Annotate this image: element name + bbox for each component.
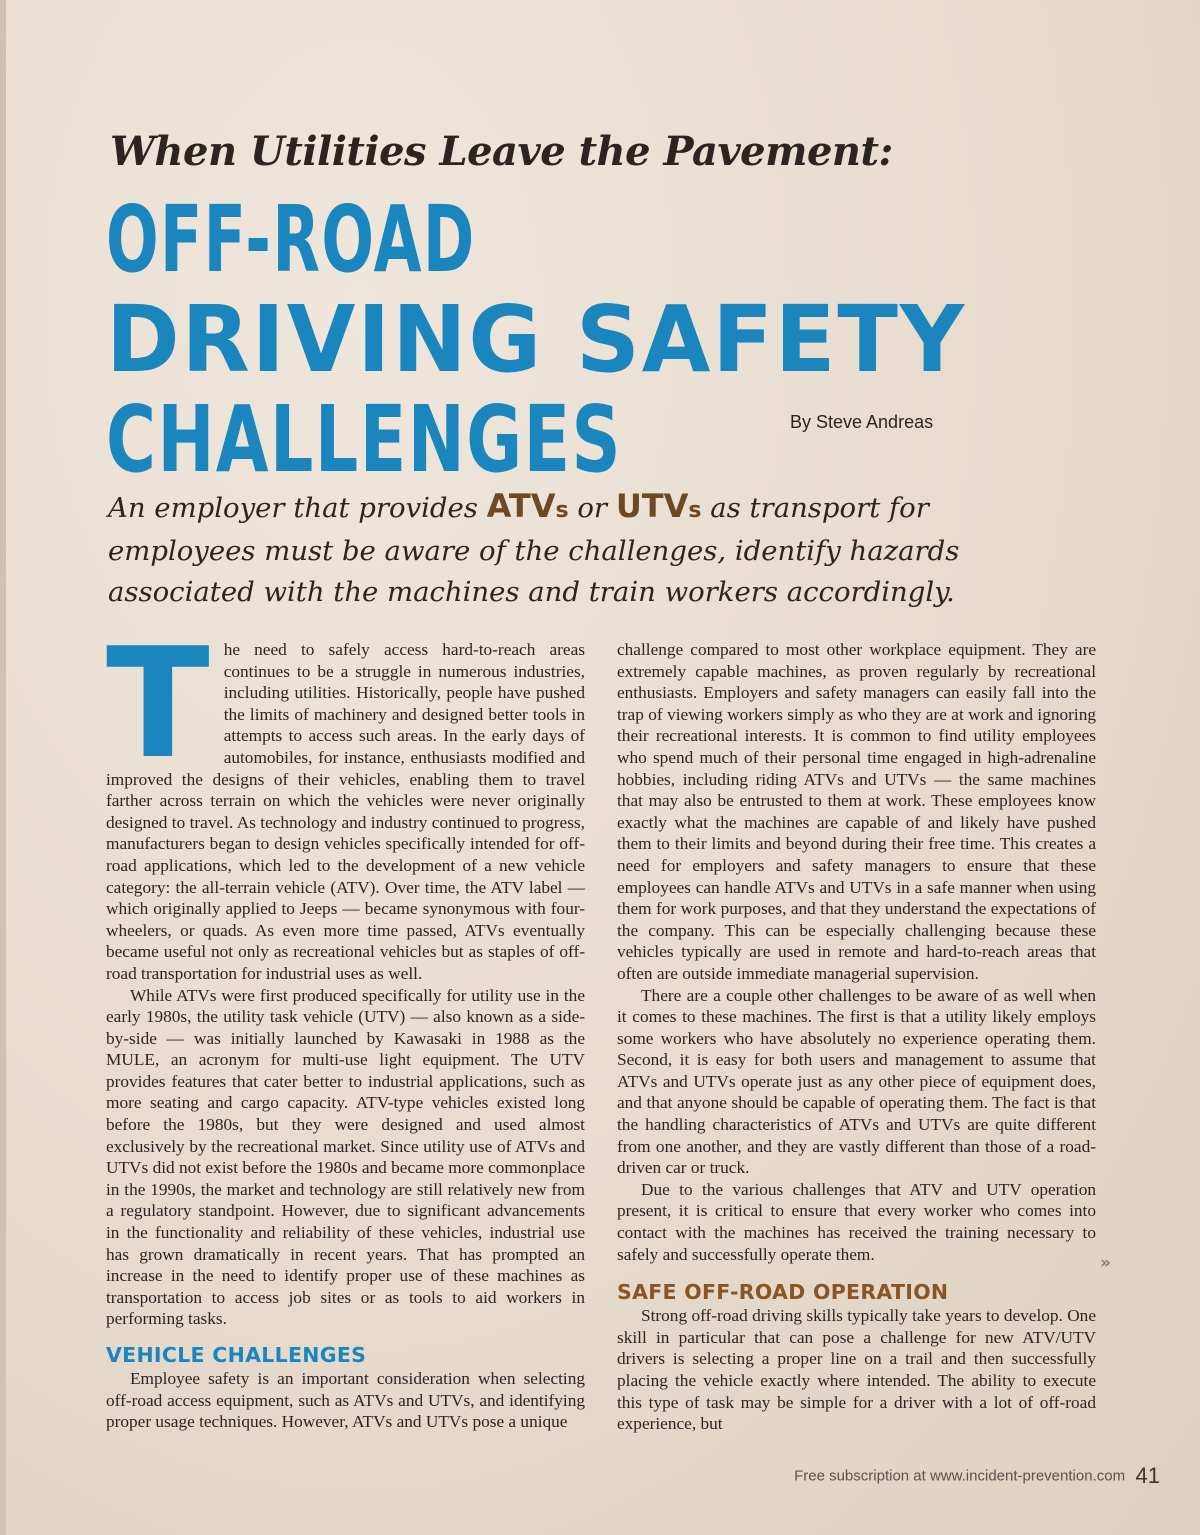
- headline-line-3: CHALLENGES: [106, 386, 623, 493]
- deck-line-2: employees must be aware of the challenges, identify hazards: [108, 535, 960, 567]
- page-edge: [0, 0, 6, 1535]
- deck-or: or: [568, 492, 616, 524]
- body-column-left: [106, 615, 585, 1433]
- subhead-safe-operation: SAFE OFF-ROAD OPERATION: [617, 1280, 949, 1305]
- article-headline: [106, 186, 998, 493]
- article-kicker: When Utilities Leave the Pavement:: [110, 128, 893, 175]
- headline-line-2: DRIVING SAFETY: [106, 286, 966, 393]
- body-paragraph: Strong off-road driving skills typically take years to develop. One skill in particular that can pose a challenge for new ATV/UTV drivers is selecting a proper line on a trail and then successfully placing the vehicle exactly where intended. The ability to execute this type of task may be simple for a driver with a lot of off-road experience, but: [617, 1306, 1096, 1434]
- body-paragraph: Employee safety is an important consideration when selecting off-road access equipment, such as ATVs and UTVs, and identifying proper usage techniques. However, ATVs and UTVs pose a unique: [106, 1369, 585, 1432]
- body-paragraph: [106, 615, 585, 985]
- deck-line-1: [108, 486, 1008, 531]
- deck-line-3: associated with the machines and train workers accordingly.: [108, 576, 955, 608]
- page-number: 41: [1135, 1463, 1160, 1488]
- subhead-vehicle-challenges: VEHICLE CHALLENGES: [106, 1343, 367, 1367]
- deck-text-end: as transport for: [701, 492, 929, 524]
- paragraph-text: he need to safely access hard-to-reach areas continues to be a struggle in numerous industries, including utilities. Historically, people have pushed the limits of machinery and designed better tools in attempts to access such areas. In the early days of automobiles, for instance, enthusiasts modified and improved the designs of their vehicles, enabling them to travel farther across terrain on which the vehicles were never originally designed to travel. As technology and industry continued to progress, manufacturers began to design vehicles specifically intended for off-road applications, which led to the development of a new vehicle category: the all-terrain vehicle (ATV). Over time, the ATV label — which originally applied to Jeeps — became synonymous with four-wheelers, or quads. As even more time passed, ATVs eventually became useful not only as recreational vehicles but as staples of off-road transportation for industrial uses as well.: [106, 640, 585, 983]
- drop-cap: T: [106, 615, 210, 792]
- body-column-right: [617, 639, 1096, 1435]
- body-paragraph: While ATVs were first produced specifically for utility use in the early 1980s, the utility task vehicle (UTV) — also known as a side-by-side — was initially launched by Kawasaki in 1988 as the MULE, an acronym for multi-use light equipment. The UTV provides features that cater better to industrial applications, such as more seating and cargo capacity. ATV-type vehicles existed long before the 1980s, but they were designed and used almost exclusively by the recreational market. Since utility use of ATVs and UTVs did not exist before the 1980s and became more commonplace in the 1990s, the market and technology are still relatively new from a regulatory standpoint. However, due to significant advancements in the functionality and reliability of these vehicles, industrial use has grown dramatically in recent years. That has prompted an increase in the need to identify proper use of these machines as transportation to access job sites or as tools to aid workers in performing tasks.: [106, 985, 585, 1329]
- double-chevron-right-icon: »: [1100, 1253, 1108, 1273]
- body-paragraph: Due to the various challenges that ATV and UTV operation present, it is critical to ensure that every worker who comes into contact with the machines has received the training necessary to safely and successfully operate them.: [617, 1179, 1096, 1264]
- deck-utv: UTV: [615, 487, 689, 525]
- deck-text: An employer that provides: [108, 492, 487, 524]
- body-paragraph: There are a couple other challenges to be aware of as well when it comes to these machines. The first is that a utility likely employs some workers who have absolutely no experience operating them. Second, it is easy for both users and management to assume that ATVs and UTVs operate just as any other piece of equipment does, and that anyone should be capable of operating them. The fact is that the handling characteristics of ATVs and UTVs are quite different from one another, and they are vastly different than those of a road-driven car or truck.: [617, 985, 1096, 1178]
- subscription-link[interactable]: Free subscription at www.incident-prevention.com: [794, 1467, 1126, 1485]
- page-footer: [0, 1463, 1160, 1489]
- article-deck: [108, 486, 1008, 613]
- byline: By Steve Andreas: [790, 412, 934, 432]
- body-paragraph: challenge compared to most other workplace equipment. They are extremely capable machines, as proven regularly by recreational enthusiasts. Employers and safety managers can easily fall into the trap of viewing workers simply as who they are at work and ignoring their recreational interests. It is common to find utility employees who spend much of their personal time engaged in high-adrenaline hobbies, including riding ATVs and UTVs — the same machines that may also be entrusted to them at work. These employees know exactly what the machines are capable of and likely have pushed them to their limits and beyond during their free time. This creates a need for employers and safety managers to ensure that these employees can handle ATVs and UTVs in a safe manner when using them for work purposes, and that they understand the expectations of the company. This can be especially challenging because these vehicles typically are used in remote and hard-to-reach areas that often are outside immediate managerial supervision.: [617, 640, 1096, 983]
- deck-atv-plural: s: [555, 498, 569, 523]
- headline-line-1: OFF-ROAD: [106, 186, 476, 293]
- deck-atv: ATV: [486, 487, 556, 525]
- deck-utv-plural: s: [688, 498, 702, 523]
